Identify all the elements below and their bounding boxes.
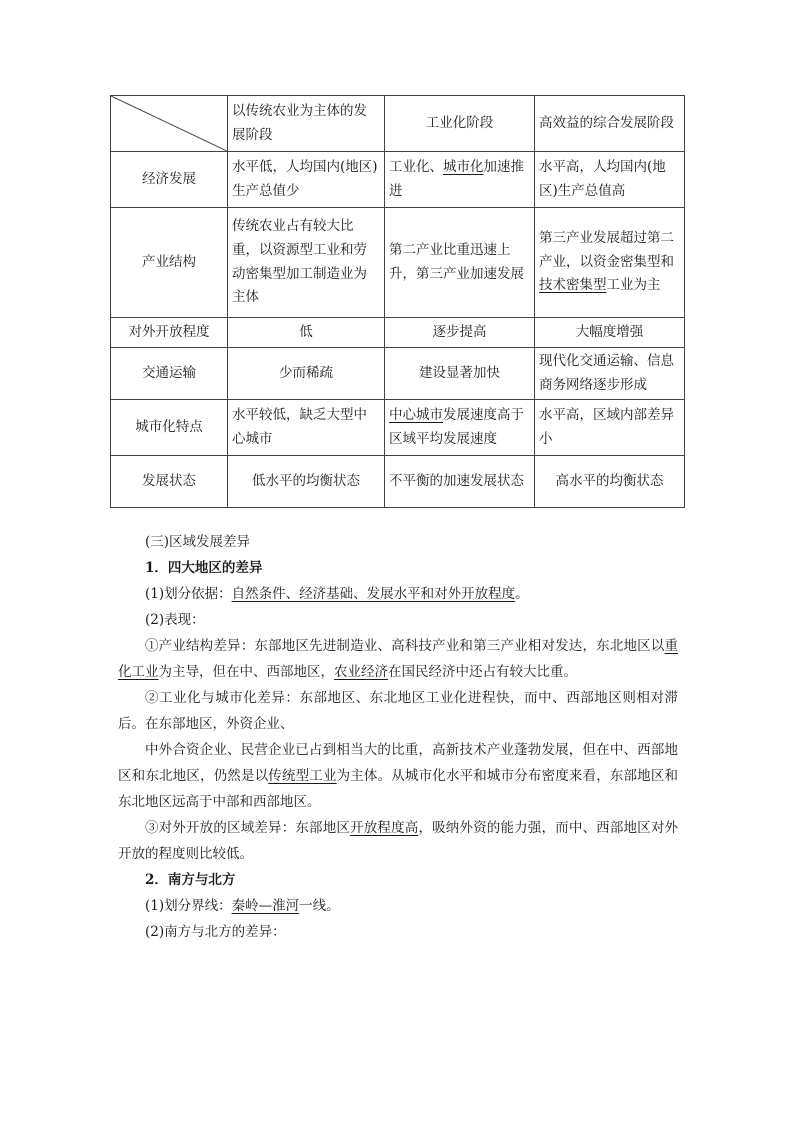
table-cell: 中心城市发展速度高于区域平均发展速度 bbox=[385, 400, 535, 456]
table-cell: 水平较低，缺乏大型中心城市 bbox=[228, 400, 385, 456]
diagonal-line bbox=[111, 96, 227, 151]
table-header-row bbox=[111, 96, 685, 152]
table-cell: 高水平的均衡状态 bbox=[535, 456, 685, 508]
diagonal-corner-cell bbox=[111, 96, 228, 152]
table-cell: 大幅度增强 bbox=[535, 318, 685, 348]
development-stage-table bbox=[110, 95, 685, 508]
subheading-south-north: 2．南方与北方 bbox=[145, 872, 236, 888]
table-cell: 现代化交通运输、信息商务网络逐步形成 bbox=[535, 348, 685, 400]
table-row bbox=[111, 456, 685, 508]
row-label: 发展状态 bbox=[111, 456, 228, 508]
table-cell: 第二产业比重迅速上升，第三产业加速发展 bbox=[385, 208, 535, 318]
row-label: 城市化特点 bbox=[111, 400, 228, 456]
table-row bbox=[111, 208, 685, 318]
table-row bbox=[111, 318, 685, 348]
table-cell: 逐步提高 bbox=[385, 318, 535, 348]
table-cell: 水平高，人均国内(地区)生产总值高 bbox=[535, 152, 685, 208]
paragraph: (2)南方与北方的差异： bbox=[145, 924, 286, 940]
header-stage-1: 以传统农业为主体的发展阶段 bbox=[228, 96, 385, 152]
row-label: 交通运输 bbox=[111, 348, 228, 400]
row-label: 经济发展 bbox=[111, 152, 228, 208]
table-row bbox=[111, 348, 685, 400]
table-row bbox=[111, 152, 685, 208]
header-stage-2: 工业化阶段 bbox=[385, 96, 535, 152]
table-cell: 不平衡的加速发展状态 bbox=[385, 456, 535, 508]
table-row bbox=[111, 400, 685, 456]
table-cell: 水平高，区域内部差异小 bbox=[535, 400, 685, 456]
table-cell: 建设显著加快 bbox=[385, 348, 535, 400]
paragraph: (2)表现： bbox=[145, 612, 205, 628]
underlined-term: 城市化 bbox=[443, 158, 484, 175]
subheading-four-regions: 1．四大地区的差异 bbox=[145, 560, 263, 576]
table-cell: 第三产业发展超过第二产业，以资金密集型和技术密集型工业为主 bbox=[535, 208, 685, 318]
underlined-term: 中心城市 bbox=[389, 406, 443, 423]
row-label: 产业结构 bbox=[111, 208, 228, 318]
paragraph: (1)划分界线：秦岭—淮河一线。 bbox=[145, 898, 340, 914]
underlined-term: 技术密集型 bbox=[539, 277, 607, 294]
paragraph: ③对外开放的区域差异：东部地区开放程度高，吸纳外资的能力强，而中、西部地区对外开放的程度则比较低。 bbox=[118, 820, 679, 862]
header-stage-3: 高效益的综合发展阶段 bbox=[535, 96, 685, 152]
paragraph: (1)划分依据：自然条件、经济基础、发展水平和对外开放程度。 bbox=[145, 586, 529, 602]
table-cell: 传统农业占有较大比重，以资源型工业和劳动密集型加工制造业为主体 bbox=[228, 208, 385, 318]
table-cell: 少而稀疏 bbox=[228, 348, 385, 400]
paragraph: ①产业结构差异：东部地区先进制造业、高科技产业和第三产业相对发达，东北地区以重化工业为主导，但在中、西部地区，农业经济在国民经济中还占有较大比重。 bbox=[118, 638, 678, 680]
row-label: 对外开放程度 bbox=[111, 318, 228, 348]
section-heading: (三)区域发展差异 bbox=[145, 534, 251, 550]
table-cell: 水平低，人均国内(地区)生产总值少 bbox=[228, 152, 385, 208]
table-cell: 工业化、城市化加速推进 bbox=[385, 152, 535, 208]
table-cell: 低 bbox=[228, 318, 385, 348]
paragraph: 中外合资企业、民营企业已占到相当大的比重，高新技术产业蓬勃发展，但在中、西部地区和东北地区，仍然是以传统型工业为主体。从城市化水平和城市分布密度来看，东部地区和东北地区远高于中部和西部地区。 bbox=[118, 742, 679, 810]
paragraph: ②工业化与城市化差异：东部地区、东北地区工业化进程快，而中、西部地区则相对滞后。在东部地区，外资企业、 bbox=[118, 690, 678, 732]
body-text bbox=[118, 529, 678, 945]
table-cell: 低水平的均衡状态 bbox=[228, 456, 385, 508]
